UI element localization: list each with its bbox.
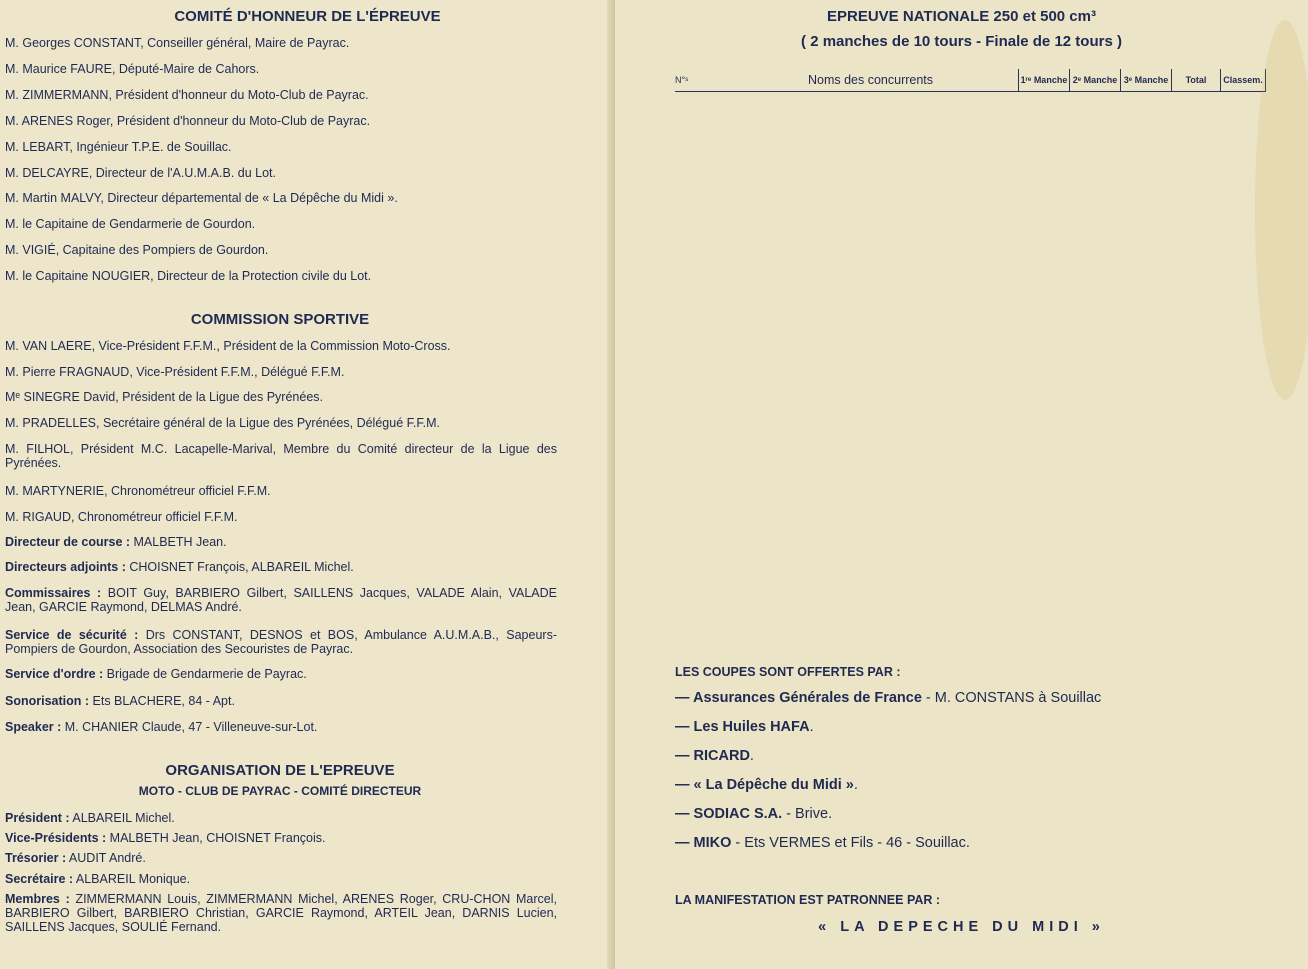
coupe-entry bbox=[675, 719, 814, 735]
col-classem: Classem. bbox=[1221, 69, 1266, 92]
results-table bbox=[675, 69, 1266, 92]
honneur-entry: M. ARENES Roger, Président d'honneur du Moto-Club de Payrac. bbox=[5, 113, 371, 128]
roles-entry bbox=[5, 694, 235, 708]
org-label: Président : bbox=[5, 811, 70, 825]
col-no: N°ˢ bbox=[675, 69, 721, 92]
roles-text: M. CHANIER Claude, 47 - Villeneuve-sur-Lot. bbox=[61, 720, 318, 734]
roles-text: MALBETH Jean. bbox=[130, 535, 227, 549]
roles-entry bbox=[5, 586, 557, 614]
commission-entry: M. MARTYNERIE, Chronométreur officiel F.F.M. bbox=[5, 484, 271, 498]
col-total: Total bbox=[1172, 69, 1221, 92]
org-label: Trésorier : bbox=[5, 851, 67, 865]
roles-label: Service de sécurité : bbox=[5, 628, 139, 642]
roles-entry bbox=[5, 720, 317, 734]
honneur-entry: M. le Capitaine NOUGIER, Directeur de la Protection civile du Lot. bbox=[5, 269, 372, 284]
roles-text: CHOISNET François, ALBAREIL Michel. bbox=[125, 560, 354, 574]
org-entry bbox=[5, 831, 325, 845]
patron-name: « LA DEPECHE DU MIDI » bbox=[818, 919, 1105, 935]
honneur-entry: M. DELCAYRE, Directeur de l'A.U.M.A.B. du Lot. bbox=[5, 165, 276, 180]
commission-title: COMMISSION SPORTIVE bbox=[190, 311, 370, 328]
right-page bbox=[615, 0, 1308, 969]
coupe-detail: - Ets VERMES et Fils - 46 - Souillac. bbox=[731, 835, 970, 851]
coupe-detail: . bbox=[749, 748, 754, 764]
coupe-detail: . bbox=[809, 719, 814, 735]
roles-entry bbox=[5, 667, 307, 681]
org-entry bbox=[5, 851, 146, 865]
commission-entry: M. Pierre FRAGNAUD, Vice-Président F.F.M., Délégué F.F.M. bbox=[5, 364, 345, 379]
org-text: ZIMMERMANN Louis, ZIMMERMANN Michel, ARENES Roger, CRU-CHON Marcel, BARBIERO Gilbert, BARBIERO Christian, GARCIE Raymond, ARTEIL Jean, DARNIS Lucien, SAILLENS Jacques, SOULIÉ Fernand. bbox=[5, 892, 557, 934]
commission-entry: M. PRADELLES, Secrétaire général de la Ligue des Pyrénées, Délégué F.F.M. bbox=[5, 415, 440, 430]
honneur-entry: M. Martin MALVY, Directeur départemental de « La Dépêche du Midi ». bbox=[5, 191, 398, 206]
commission-entry: Mᵉ SINEGRE David, Président de la Ligue des Pyrénées. bbox=[5, 390, 323, 405]
filhol-entry: M. FILHOL, Président M.C. Lacapelle-Marival, Membre du Comité directeur de la Ligue des Pyrénées. bbox=[5, 442, 557, 470]
honneur-entry: M. ZIMMERMANN, Président d'honneur du Moto-Club de Payrac. bbox=[5, 87, 369, 102]
honneur-entry: M. Maurice FAURE, Député-Maire de Cahors. bbox=[5, 61, 260, 76]
org-label: Secrétaire : bbox=[5, 872, 74, 886]
coupe-entry bbox=[675, 748, 754, 764]
roles-text: Ets BLACHERE, 84 - Apt. bbox=[89, 694, 235, 708]
org-text: ALBAREIL Monique. bbox=[73, 872, 191, 886]
honneur-entry: M. VIGIÉ, Capitaine des Pompiers de Gourdon. bbox=[5, 243, 269, 258]
org-text: AUDIT André. bbox=[66, 851, 146, 865]
roles-label: Sonorisation : bbox=[5, 694, 90, 708]
left-page bbox=[0, 0, 615, 969]
roles-text: Drs CONSTANT, DESNOS et BOS, Ambulance A.U.M.A.B., Sapeurs-Pompiers de Gourdon, Association des Secouristes de Payrac. bbox=[5, 628, 557, 656]
org-label: Vice-Présidents : bbox=[5, 831, 107, 845]
col-names: Noms des concurrents bbox=[721, 69, 1019, 92]
commission-entry: M. RIGAUD, Chronométreur officiel F.F.M. bbox=[5, 509, 238, 524]
roles-text: BOIT Guy, BARBIERO Gilbert, SAILLENS Jacques, VALADE Alain, VALADE Jean, GARCIE Raymond, DELMAS André. bbox=[5, 586, 557, 614]
patron-title: LA MANIFESTATION EST PATRONNEE PAR : bbox=[675, 893, 941, 907]
coupe-sponsor: — MIKO bbox=[675, 835, 732, 851]
honneur-entry: M. le Capitaine de Gendarmerie de Gourdon. bbox=[5, 217, 256, 232]
coupe-entry bbox=[675, 806, 832, 822]
roles-label: Directeurs adjoints : bbox=[5, 560, 126, 574]
commission-entry: M. VAN LAERE, Vice-Président F.F.M., Président de la Commission Moto-Cross. bbox=[5, 339, 451, 353]
org-subtitle: MOTO - CLUB DE PAYRAC - COMITÉ DIRECTEUR bbox=[138, 784, 422, 798]
coupe-sponsor: — RICARD bbox=[675, 748, 750, 764]
coupe-sponsor: — Les Huiles HAFA bbox=[675, 719, 810, 735]
honneur-entry: M. LEBART, Ingénieur T.P.E. de Souillac. bbox=[5, 139, 232, 154]
roles-entry bbox=[5, 560, 354, 574]
org-entry bbox=[5, 811, 175, 825]
race-title: EPREUVE NATIONALE 250 et 500 cm³ bbox=[827, 8, 1096, 25]
roles-entry bbox=[5, 535, 227, 549]
col-m3: 3ᵉ Manche bbox=[1121, 69, 1172, 92]
roles-label: Speaker : bbox=[5, 720, 62, 734]
coupe-detail: . bbox=[853, 777, 858, 793]
roles-text: Brigade de Gendarmerie de Payrac. bbox=[103, 667, 307, 681]
coupes-title: LES COUPES SONT OFFERTES PAR : bbox=[675, 665, 901, 679]
coupe-sponsor: — Assurances Générales de France bbox=[675, 690, 922, 706]
org-entry bbox=[5, 892, 557, 934]
roles-label: Service d'ordre : bbox=[5, 667, 104, 681]
coupe-sponsor: — SODIAC S.A. bbox=[675, 806, 783, 822]
coupe-sponsor: — « La Dépêche du Midi » bbox=[675, 777, 854, 793]
org-label: Membres : bbox=[5, 892, 70, 906]
org-text: MALBETH Jean, CHOISNET François. bbox=[106, 831, 326, 845]
coupe-detail: - Brive. bbox=[782, 806, 833, 822]
coupe-entry bbox=[675, 690, 1101, 706]
roles-entry bbox=[5, 628, 557, 656]
honneur-entry: M. Georges CONSTANT, Conseiller général, Maire de Payrac. bbox=[5, 36, 350, 50]
coupe-entry bbox=[675, 777, 858, 793]
col-m1: 1ʳᵉ Manche bbox=[1019, 69, 1070, 92]
col-m2: 2ᵉ Manche bbox=[1070, 69, 1121, 92]
honneur-title: COMITÉ D'HONNEUR DE L'ÉPREUVE bbox=[174, 8, 441, 25]
roles-label: Commissaires : bbox=[5, 586, 102, 600]
org-text: ALBAREIL Michel. bbox=[69, 811, 175, 825]
race-subtitle: ( 2 manches de 10 tours - Finale de 12 tours ) bbox=[801, 33, 1122, 50]
coupe-entry bbox=[675, 835, 970, 851]
coupe-detail: - M. CONSTANS à Souillac bbox=[921, 690, 1102, 706]
roles-label: Directeur de course : bbox=[5, 535, 131, 549]
org-entry bbox=[5, 872, 190, 886]
org-title: ORGANISATION DE L'EPREUVE bbox=[165, 762, 395, 779]
